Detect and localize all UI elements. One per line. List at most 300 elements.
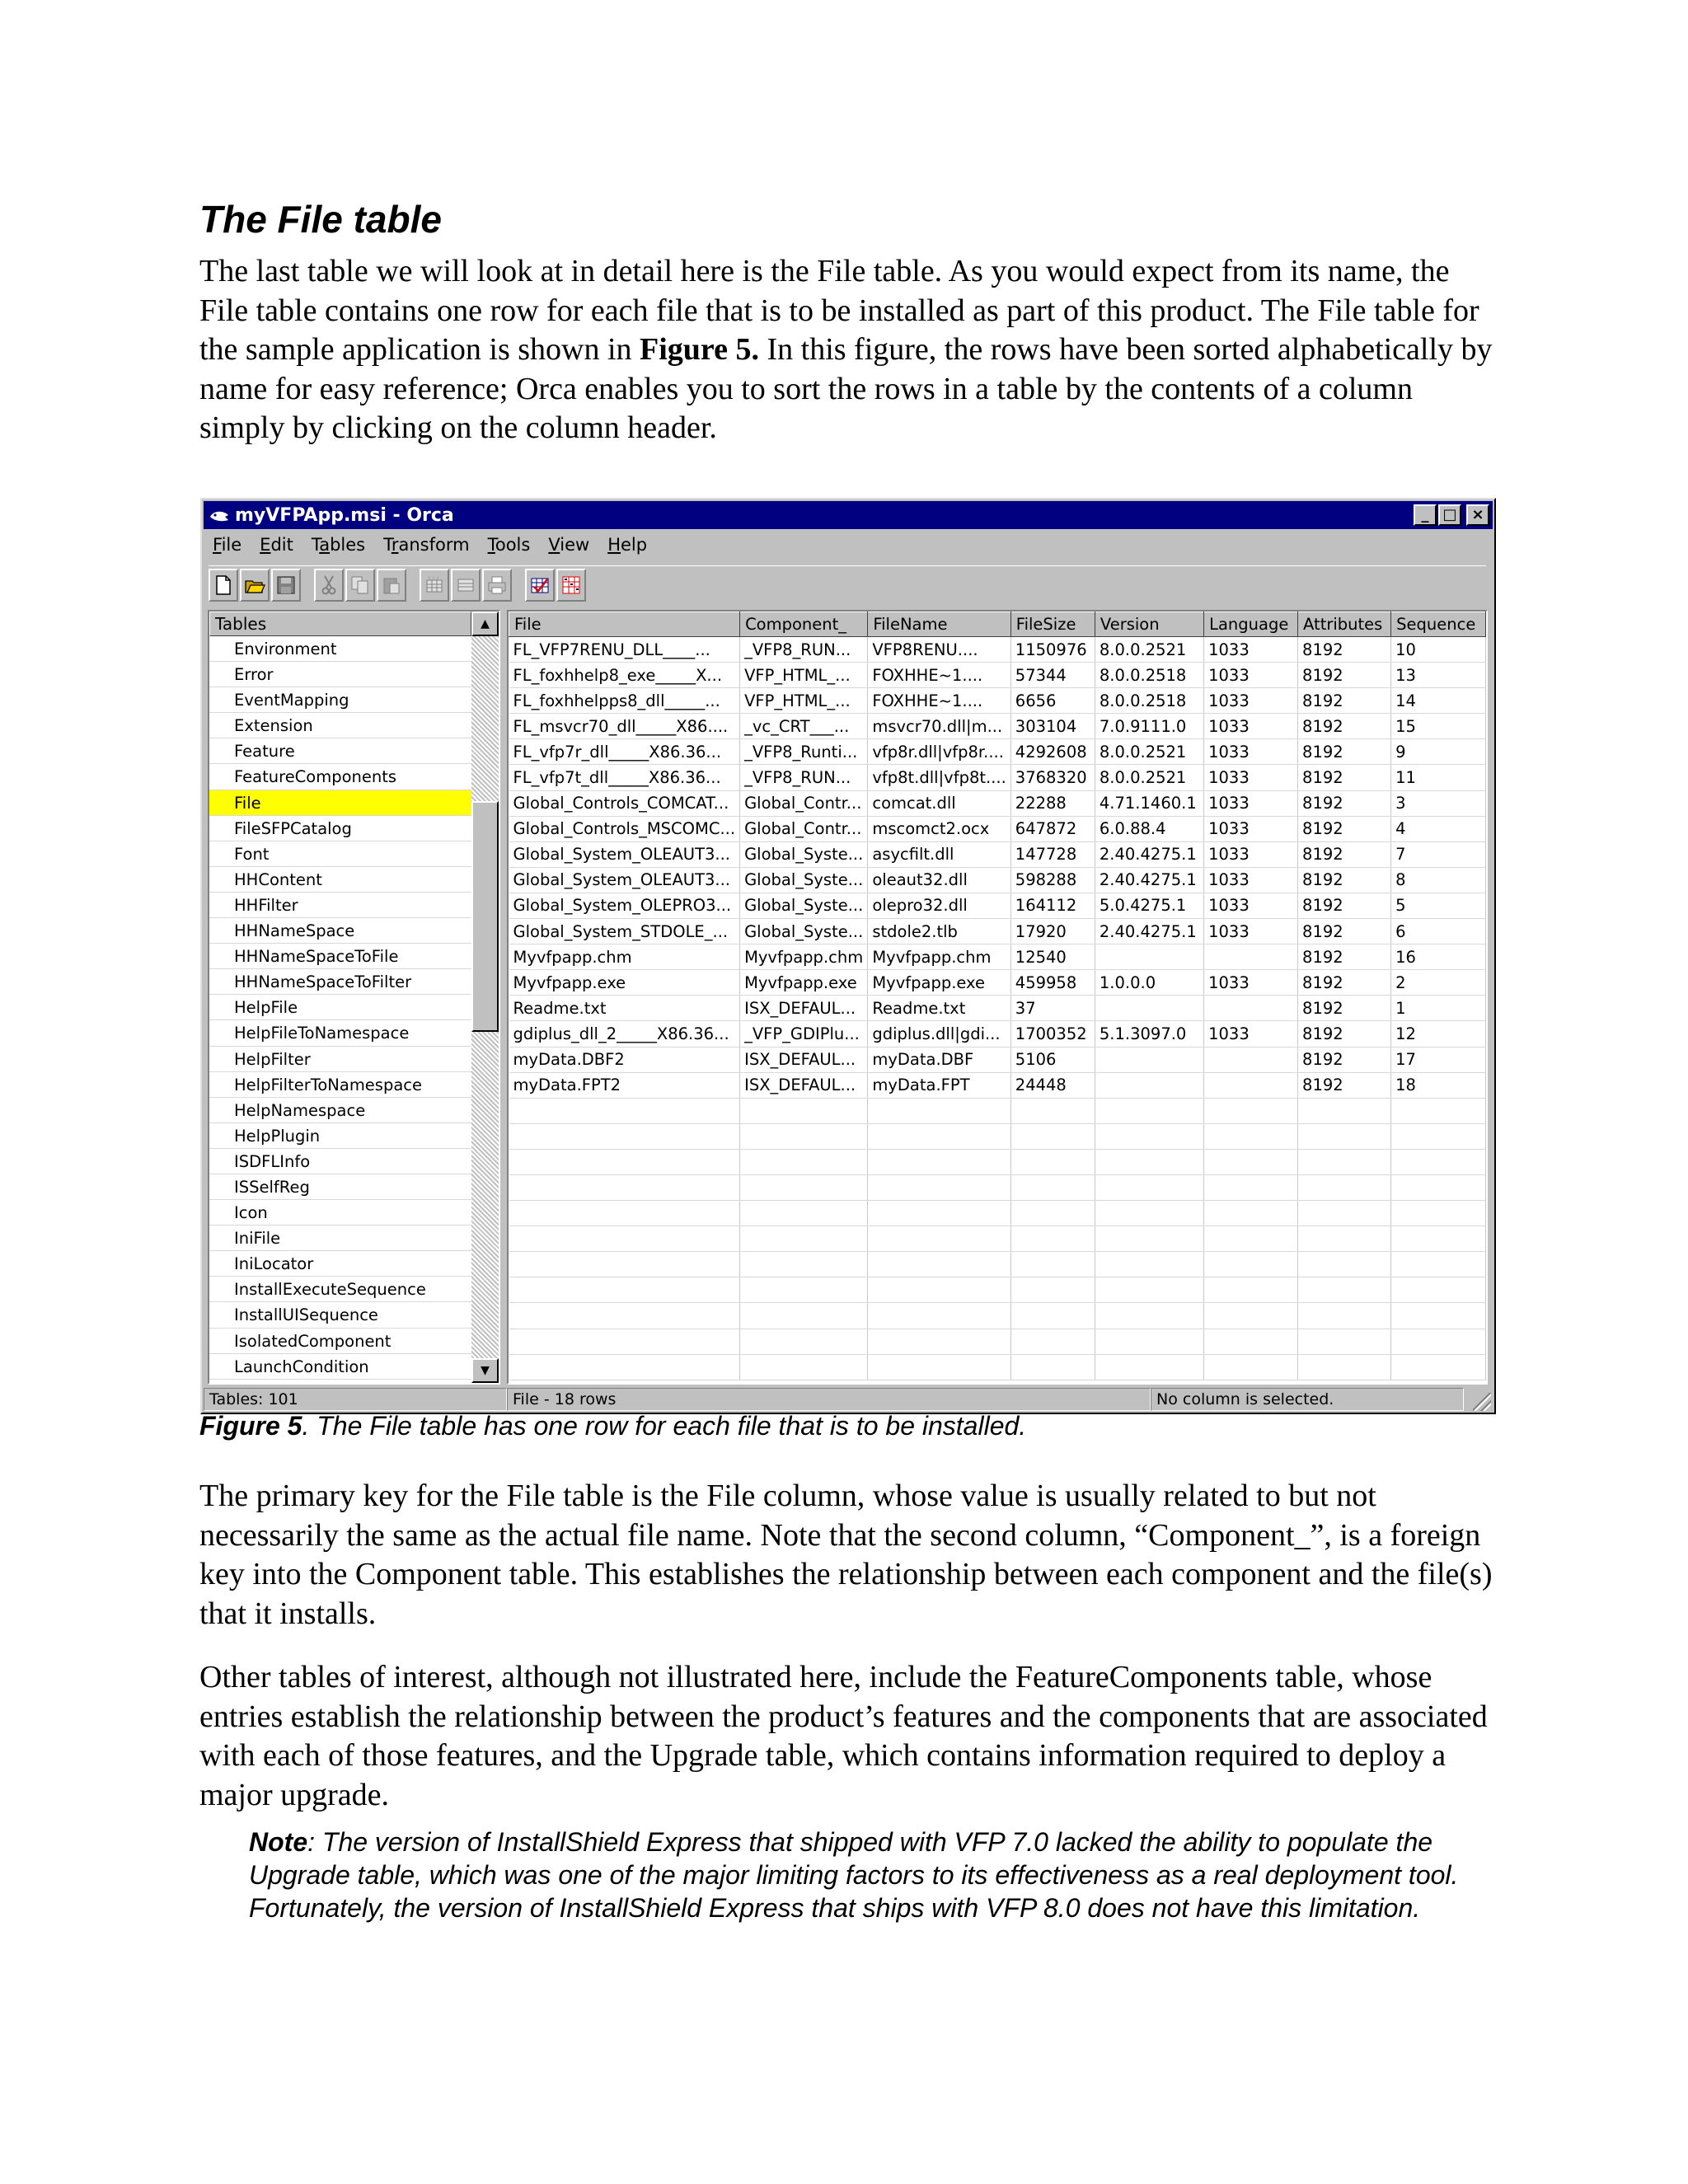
- table-cell[interactable]: 303104: [1010, 714, 1095, 739]
- intro-text-1: The last table we will look at in detail here is the File table. As you would expect from its name, the File table contains one row for each file that is to be installed as part of this product. The File table for the sample application is shown in: [199, 254, 1479, 367]
- toolbar: [209, 565, 1486, 603]
- table-cell[interactable]: FOXHHE~1....: [868, 688, 1010, 714]
- table-list-item[interactable]: IniFile: [209, 1226, 471, 1251]
- empty-cell: [740, 1303, 868, 1329]
- table-cell[interactable]: 8192: [1298, 1047, 1391, 1072]
- table-cell[interactable]: ISX_DEFAUL...: [740, 1047, 868, 1072]
- table-cell[interactable]: 9: [1391, 739, 1486, 765]
- table-row[interactable]: [509, 1047, 1486, 1072]
- empty-cell: [740, 1329, 868, 1354]
- table-list-item[interactable]: HelpNamespace: [209, 1098, 471, 1123]
- caption-label: Figure 5: [199, 1411, 302, 1441]
- table-list-item[interactable]: HHContent: [209, 867, 471, 893]
- menu-item[interactable]: Tables: [311, 535, 366, 555]
- table-cell[interactable]: 8192: [1298, 919, 1391, 944]
- column-header[interactable]: FileSize: [1010, 612, 1095, 637]
- table-cell[interactable]: Myvfpapp.exe: [868, 970, 1010, 996]
- table-row[interactable]: [509, 996, 1486, 1021]
- table-cell[interactable]: Myvfpapp.exe: [740, 970, 868, 996]
- table-row[interactable]: [509, 739, 1486, 765]
- table-cell[interactable]: 11: [1391, 765, 1486, 790]
- table-row[interactable]: [509, 944, 1486, 970]
- table-cell[interactable]: 1033: [1204, 816, 1298, 841]
- table-cell[interactable]: 5106: [1010, 1047, 1095, 1072]
- tables-scrollbar[interactable]: [471, 612, 499, 1383]
- add-table-button[interactable]: [420, 569, 449, 602]
- tables-column-header[interactable]: Tables: [209, 612, 471, 636]
- table-cell[interactable]: 8192: [1298, 944, 1391, 970]
- scroll-up-button[interactable]: [471, 612, 499, 636]
- table-list-item[interactable]: Extension: [209, 713, 471, 738]
- table-list-item[interactable]: LaunchCondition: [209, 1354, 471, 1380]
- table-list-item[interactable]: InstallUISequence: [209, 1302, 471, 1328]
- table-cell[interactable]: 8192: [1298, 739, 1391, 765]
- table-row[interactable]: [509, 867, 1486, 893]
- menu-item[interactable]: Edit: [260, 535, 293, 555]
- empty-row: [509, 1201, 1486, 1226]
- status-column-info: No column is selected.: [1151, 1388, 1464, 1411]
- empty-row: [509, 1174, 1486, 1200]
- table-row[interactable]: [509, 919, 1486, 944]
- empty-cell: [868, 1149, 1010, 1174]
- menu-item[interactable]: Transform: [383, 535, 470, 555]
- add-row-button[interactable]: [451, 569, 481, 602]
- empty-cell: [1010, 1226, 1095, 1252]
- table-row[interactable]: [509, 816, 1486, 841]
- empty-cell: [1204, 1329, 1298, 1354]
- table-cell[interactable]: [1095, 1047, 1203, 1072]
- table-cell[interactable]: 1700352: [1010, 1021, 1095, 1047]
- scroll-down-button[interactable]: [471, 1358, 499, 1383]
- table-cell[interactable]: Global_Syste...: [740, 919, 868, 944]
- table-cell[interactable]: 647872: [1010, 816, 1095, 841]
- table-cell[interactable]: FL_vfp7r_dll_____X86.36...: [509, 739, 740, 765]
- menu-item[interactable]: View: [548, 535, 590, 555]
- table-cell[interactable]: stdole2.tlb: [868, 919, 1010, 944]
- table-row[interactable]: [509, 637, 1486, 663]
- table-cell[interactable]: 14: [1391, 688, 1486, 714]
- empty-cell: [1204, 1201, 1298, 1226]
- table-cell[interactable]: 2.40.4275.1: [1095, 919, 1203, 944]
- table-cell[interactable]: myData.DBF2: [509, 1047, 740, 1072]
- empty-cell: [740, 1354, 868, 1380]
- empty-cell: [1298, 1252, 1391, 1277]
- table-cell[interactable]: Global_System_OLEAUT3...: [509, 841, 740, 867]
- empty-cell: [1010, 1201, 1095, 1226]
- table-list-item[interactable]: FeatureComponents: [209, 764, 471, 790]
- table-cell[interactable]: 6656: [1010, 688, 1095, 714]
- table-cell[interactable]: gdiplus_dll_2_____X86.36...: [509, 1021, 740, 1047]
- empty-cell: [740, 1201, 868, 1226]
- status-rows-info: File - 18 rows: [507, 1388, 1151, 1411]
- table-cell[interactable]: 1033: [1204, 765, 1298, 790]
- table-cell[interactable]: 6.0.88.4: [1095, 816, 1203, 841]
- intro-paragraph: [199, 252, 1502, 448]
- table-cell[interactable]: [1204, 1072, 1298, 1098]
- table-list-item[interactable]: HelpPlugin: [209, 1123, 471, 1149]
- table-cell[interactable]: vfp8r.dll|vfp8r....: [868, 739, 1010, 765]
- empty-row: [509, 1277, 1486, 1303]
- note-label: Note: [249, 1827, 308, 1857]
- copy-button[interactable]: [345, 569, 375, 602]
- table-cell[interactable]: 1033: [1204, 714, 1298, 739]
- table-cell[interactable]: comcat.dll: [868, 790, 1010, 816]
- empty-cell: [1095, 1354, 1203, 1380]
- empty-cell: [1298, 1123, 1391, 1149]
- table-cell[interactable]: 1150976: [1010, 637, 1095, 663]
- resize-grip[interactable]: [1473, 1393, 1491, 1411]
- table-cell[interactable]: 8192: [1298, 790, 1391, 816]
- save-icon: [276, 575, 296, 595]
- table-list-item[interactable]: Error: [209, 662, 471, 687]
- empty-cell: [740, 1174, 868, 1200]
- table-cell[interactable]: ISX_DEFAUL...: [740, 996, 868, 1021]
- column-header[interactable]: FileName: [868, 612, 1010, 637]
- table-list-item[interactable]: HHNameSpace: [209, 918, 471, 944]
- empty-cell: [1298, 1277, 1391, 1303]
- scroll-thumb[interactable]: [471, 801, 499, 1032]
- table-cell[interactable]: 17920: [1010, 919, 1095, 944]
- table-cell[interactable]: Myvfpapp.exe: [509, 970, 740, 996]
- table-cell[interactable]: mscomct2.ocx: [868, 816, 1010, 841]
- empty-row: [509, 1329, 1486, 1354]
- empty-cell: [868, 1252, 1010, 1277]
- table-cell[interactable]: 15: [1391, 714, 1486, 739]
- column-header[interactable]: Sequence: [1391, 612, 1486, 637]
- table-cell[interactable]: Global_Contr...: [740, 790, 868, 816]
- table-cell[interactable]: Readme.txt: [868, 996, 1010, 1021]
- table-cell[interactable]: 6: [1391, 919, 1486, 944]
- empty-row: [509, 1098, 1486, 1123]
- table-cell[interactable]: 1033: [1204, 970, 1298, 996]
- table-cell[interactable]: 5.0.4275.1: [1095, 893, 1203, 918]
- table-cell[interactable]: gdiplus.dll|gdi...: [868, 1021, 1010, 1047]
- empty-cell: [1204, 1098, 1298, 1123]
- table-cell[interactable]: 8192: [1298, 867, 1391, 893]
- cut-icon: [320, 574, 338, 596]
- table-cell[interactable]: Global_System_OLEPRO3...: [509, 893, 740, 918]
- table-cell[interactable]: 8192: [1298, 1072, 1391, 1098]
- table-cell[interactable]: FL_VFP7RENU_DLL____...: [509, 637, 740, 663]
- other-tables-paragraph: Other tables of interest, although not illustrated here, include the FeatureComponents table, whose entries establish the relationship between the product’s features and the components that are associated with each of those features, and the Upgrade table, which contains information required to deploy a major upgrade.: [199, 1660, 1488, 1812]
- table-list-item[interactable]: EventMapping: [209, 687, 471, 713]
- caption-text: . The File table has one row for each file that is to be installed.: [302, 1411, 1027, 1441]
- table-cell[interactable]: 459958: [1010, 970, 1095, 996]
- table-cell[interactable]: 147728: [1010, 841, 1095, 867]
- menu-bar: [204, 531, 1493, 559]
- add-table-icon: [424, 575, 444, 595]
- table-cell[interactable]: 8.0.0.2521: [1095, 637, 1203, 663]
- empty-cell: [509, 1277, 740, 1303]
- table-cell[interactable]: Global_Controls_COMCAT...: [509, 790, 740, 816]
- table-cell[interactable]: Myvfpapp.chm: [740, 944, 868, 970]
- table-cell[interactable]: 4.71.1460.1: [1095, 790, 1203, 816]
- table-list-item[interactable]: HelpFileToNamespace: [209, 1020, 471, 1046]
- table-cell[interactable]: Global_Controls_MSCOMC...: [509, 816, 740, 841]
- table-cell[interactable]: 2: [1391, 970, 1486, 996]
- table-cell[interactable]: 13: [1391, 663, 1486, 688]
- minimize-button[interactable]: [1414, 504, 1437, 526]
- table-cell[interactable]: _vc_CRT___...: [740, 714, 868, 739]
- table-list-item[interactable]: HHNameSpaceToFilter: [209, 969, 471, 995]
- table-cell[interactable]: 7: [1391, 841, 1486, 867]
- table-cell[interactable]: 5.1.3097.0: [1095, 1021, 1203, 1047]
- empty-cell: [740, 1277, 868, 1303]
- table-cell[interactable]: 8192: [1298, 1021, 1391, 1047]
- table-list-item[interactable]: Icon: [209, 1200, 471, 1226]
- schema-button[interactable]: [556, 569, 586, 602]
- table-cell[interactable]: oleaut32.dll: [868, 867, 1010, 893]
- empty-cell: [1204, 1226, 1298, 1252]
- table-cell[interactable]: FL_vfp7t_dll_____X86.36...: [509, 765, 740, 790]
- table-list-item[interactable]: IsolatedComponent: [209, 1329, 471, 1354]
- table-row[interactable]: [509, 893, 1486, 918]
- table-cell[interactable]: 37: [1010, 996, 1095, 1021]
- table-row[interactable]: [509, 765, 1486, 790]
- table-cell[interactable]: 1033: [1204, 663, 1298, 688]
- table-cell[interactable]: 5: [1391, 893, 1486, 918]
- table-cell[interactable]: olepro32.dll: [868, 893, 1010, 918]
- paste-icon: [382, 575, 401, 595]
- table-cell[interactable]: _VFP8_RUN...: [740, 637, 868, 663]
- table-cell[interactable]: 1033: [1204, 688, 1298, 714]
- empty-cell: [868, 1277, 1010, 1303]
- table-list-item[interactable]: InstallExecuteSequence: [209, 1277, 471, 1302]
- table-cell[interactable]: myData.FPT: [868, 1072, 1010, 1098]
- open-button[interactable]: [240, 569, 270, 602]
- maximize-icon: □: [1442, 506, 1457, 523]
- table-cell[interactable]: Global_Syste...: [740, 893, 868, 918]
- table-cell[interactable]: 1.0.0.0: [1095, 970, 1203, 996]
- table-cell[interactable]: 22288: [1010, 790, 1095, 816]
- empty-cell: [740, 1226, 868, 1252]
- table-list-item[interactable]: File: [209, 790, 471, 816]
- table-cell[interactable]: 8.0.0.2521: [1095, 739, 1203, 765]
- empty-cell: [1298, 1201, 1391, 1226]
- table-cell[interactable]: [1095, 1072, 1203, 1098]
- empty-cell: [1095, 1303, 1203, 1329]
- table-cell[interactable]: FL_foxhhelpps8_dll_____...: [509, 688, 740, 714]
- empty-cell: [868, 1201, 1010, 1226]
- print-button[interactable]: [482, 569, 512, 602]
- table-cell[interactable]: Global_Syste...: [740, 841, 868, 867]
- empty-cell: [509, 1303, 740, 1329]
- table-cell[interactable]: 3: [1391, 790, 1486, 816]
- table-cell[interactable]: 12540: [1010, 944, 1095, 970]
- table-cell[interactable]: 8192: [1298, 893, 1391, 918]
- empty-row: [509, 1123, 1486, 1149]
- table-cell[interactable]: 8192: [1298, 996, 1391, 1021]
- table-cell[interactable]: 8192: [1298, 663, 1391, 688]
- table-cell[interactable]: 8192: [1298, 637, 1391, 663]
- table-cell[interactable]: 57344: [1010, 663, 1095, 688]
- table-cell[interactable]: [1095, 944, 1203, 970]
- table-cell[interactable]: 17: [1391, 1047, 1486, 1072]
- empty-cell: [509, 1149, 740, 1174]
- table-cell[interactable]: Global_Contr...: [740, 816, 868, 841]
- table-cell[interactable]: [1204, 996, 1298, 1021]
- empty-cell: [1010, 1252, 1095, 1277]
- table-row[interactable]: [509, 663, 1486, 688]
- new-button[interactable]: [209, 569, 238, 602]
- table-list-item[interactable]: HelpFilterToNamespace: [209, 1072, 471, 1098]
- menu-item[interactable]: Tools: [487, 535, 531, 555]
- table-cell[interactable]: FOXHHE~1....: [868, 663, 1010, 688]
- table-cell[interactable]: 8.0.0.2518: [1095, 688, 1203, 714]
- column-header[interactable]: Component_: [740, 612, 868, 637]
- empty-cell: [1204, 1123, 1298, 1149]
- table-list-item[interactable]: ISSelfReg: [209, 1174, 471, 1200]
- table-cell[interactable]: VFP8RENU....: [868, 637, 1010, 663]
- empty-cell: [1391, 1277, 1486, 1303]
- validate-button[interactable]: [525, 569, 555, 602]
- paste-button[interactable]: [377, 569, 406, 602]
- table-cell[interactable]: 1033: [1204, 893, 1298, 918]
- title-bar: [204, 501, 1493, 529]
- table-row[interactable]: [509, 1021, 1486, 1047]
- table-cell[interactable]: VFP_HTML_...: [740, 663, 868, 688]
- table-cell[interactable]: asycfilt.dll: [868, 841, 1010, 867]
- table-cell[interactable]: _VFP8_Runti...: [740, 739, 868, 765]
- cut-button[interactable]: [314, 569, 344, 602]
- note-paragraph: [249, 1825, 1485, 1924]
- empty-cell: [1010, 1303, 1095, 1329]
- table-cell[interactable]: 4292608: [1010, 739, 1095, 765]
- table-cell[interactable]: msvcr70.dll|m...: [868, 714, 1010, 739]
- table-cell[interactable]: 164112: [1010, 893, 1095, 918]
- table-cell[interactable]: 8192: [1298, 841, 1391, 867]
- empty-cell: [1010, 1174, 1095, 1200]
- table-cell[interactable]: 8.0.0.2518: [1095, 663, 1203, 688]
- table-cell[interactable]: 8192: [1298, 765, 1391, 790]
- table-cell[interactable]: _VFP_GDIPlu...: [740, 1021, 868, 1047]
- table-cell[interactable]: 8192: [1298, 714, 1391, 739]
- table-list-item[interactable]: HelpFilter: [209, 1047, 471, 1072]
- table-cell[interactable]: myData.DBF: [868, 1047, 1010, 1072]
- figure-reference: Figure 5.: [640, 332, 759, 367]
- table-list-item[interactable]: HHFilter: [209, 893, 471, 918]
- table-cell[interactable]: 7.0.9111.0: [1095, 714, 1203, 739]
- table-cell[interactable]: FL_msvcr70_dll_____X86....: [509, 714, 740, 739]
- table-cell[interactable]: 2.40.4275.1: [1095, 867, 1203, 893]
- table-list-item[interactable]: HHNameSpaceToFile: [209, 944, 471, 969]
- table-cell[interactable]: [1204, 1047, 1298, 1072]
- table-cell[interactable]: Readme.txt: [509, 996, 740, 1021]
- copy-icon: [350, 575, 370, 595]
- column-header[interactable]: Version: [1095, 612, 1203, 637]
- table-cell[interactable]: 1: [1391, 996, 1486, 1021]
- table-cell[interactable]: 3768320: [1010, 765, 1095, 790]
- open-icon: [244, 576, 265, 594]
- menu-item[interactable]: Help: [607, 535, 648, 555]
- close-button[interactable]: [1466, 504, 1489, 526]
- empty-cell: [868, 1123, 1010, 1149]
- empty-cell: [868, 1303, 1010, 1329]
- empty-cell: [509, 1123, 740, 1149]
- table-cell[interactable]: 1033: [1204, 867, 1298, 893]
- table-cell[interactable]: Global_Syste...: [740, 867, 868, 893]
- minimize-icon: _: [1421, 506, 1429, 523]
- empty-cell: [1391, 1252, 1486, 1277]
- table-cell[interactable]: 24448: [1010, 1072, 1095, 1098]
- empty-cell: [1095, 1277, 1203, 1303]
- table-list-item[interactable]: Feature: [209, 738, 471, 764]
- table-cell[interactable]: [1204, 944, 1298, 970]
- table-cell[interactable]: Global_System_STDOLE_...: [509, 919, 740, 944]
- arrow-up-icon: ▲: [481, 617, 490, 630]
- table-cell[interactable]: 598288: [1010, 867, 1095, 893]
- table-cell[interactable]: 8192: [1298, 970, 1391, 996]
- table-cell[interactable]: vfp8t.dll|vfp8t....: [868, 765, 1010, 790]
- empty-cell: [1204, 1174, 1298, 1200]
- menu-item[interactable]: File: [213, 535, 242, 555]
- table-cell[interactable]: Myvfpapp.chm: [868, 944, 1010, 970]
- table-cell[interactable]: 1033: [1204, 790, 1298, 816]
- table-cell[interactable]: 1033: [1204, 637, 1298, 663]
- empty-cell: [1095, 1098, 1203, 1123]
- column-header[interactable]: Language: [1204, 612, 1298, 637]
- table-cell[interactable]: _VFP8_RUN...: [740, 765, 868, 790]
- empty-cell: [509, 1174, 740, 1200]
- table-cell[interactable]: myData.FPT2: [509, 1072, 740, 1098]
- table-row[interactable]: [509, 714, 1486, 739]
- table-cell[interactable]: 4: [1391, 816, 1486, 841]
- table-row[interactable]: [509, 688, 1486, 714]
- table-cell[interactable]: 2.40.4275.1: [1095, 841, 1203, 867]
- table-list-item[interactable]: Environment: [209, 636, 471, 662]
- empty-row: [509, 1354, 1486, 1380]
- table-cell[interactable]: 16: [1391, 944, 1486, 970]
- table-list-item[interactable]: HelpFile: [209, 995, 471, 1020]
- table-cell[interactable]: 8.0.0.2521: [1095, 765, 1203, 790]
- table-cell[interactable]: 18: [1391, 1072, 1486, 1098]
- table-cell[interactable]: 1033: [1204, 739, 1298, 765]
- table-cell[interactable]: 1033: [1204, 1021, 1298, 1047]
- table-row[interactable]: [509, 970, 1486, 996]
- status-tables-count: Tables: 101: [204, 1388, 507, 1411]
- empty-cell: [509, 1329, 740, 1354]
- empty-cell: [1298, 1303, 1391, 1329]
- table-list-item[interactable]: IniLocator: [209, 1251, 471, 1277]
- table-cell[interactable]: 8192: [1298, 816, 1391, 841]
- column-header[interactable]: File: [509, 612, 740, 637]
- table-cell[interactable]: 8: [1391, 867, 1486, 893]
- table-cell[interactable]: 1033: [1204, 841, 1298, 867]
- table-list-item[interactable]: Font: [209, 841, 471, 867]
- table-cell[interactable]: VFP_HTML_...: [740, 688, 868, 714]
- table-cell[interactable]: 8192: [1298, 688, 1391, 714]
- table-row[interactable]: [509, 790, 1486, 816]
- table-cell[interactable]: Myvfpapp.chm: [509, 944, 740, 970]
- table-cell[interactable]: ISX_DEFAUL...: [740, 1072, 868, 1098]
- table-cell[interactable]: FL_foxhhelp8_exe_____X...: [509, 663, 740, 688]
- table-cell[interactable]: [1095, 996, 1203, 1021]
- table-list-item[interactable]: ISDFLInfo: [209, 1149, 471, 1174]
- empty-cell: [740, 1098, 868, 1123]
- table-row[interactable]: [509, 1072, 1486, 1098]
- save-button[interactable]: [271, 569, 301, 602]
- table-row[interactable]: [509, 841, 1486, 867]
- column-header[interactable]: Attributes: [1298, 612, 1391, 637]
- print-icon: [487, 575, 507, 595]
- table-cell[interactable]: 1033: [1204, 919, 1298, 944]
- table-cell[interactable]: 10: [1391, 637, 1486, 663]
- table-cell[interactable]: Global_System_OLEAUT3...: [509, 867, 740, 893]
- empty-cell: [1204, 1303, 1298, 1329]
- table-cell[interactable]: 12: [1391, 1021, 1486, 1047]
- maximize-button[interactable]: [1438, 504, 1461, 526]
- table-list-item[interactable]: FileSFPCatalog: [209, 816, 471, 841]
